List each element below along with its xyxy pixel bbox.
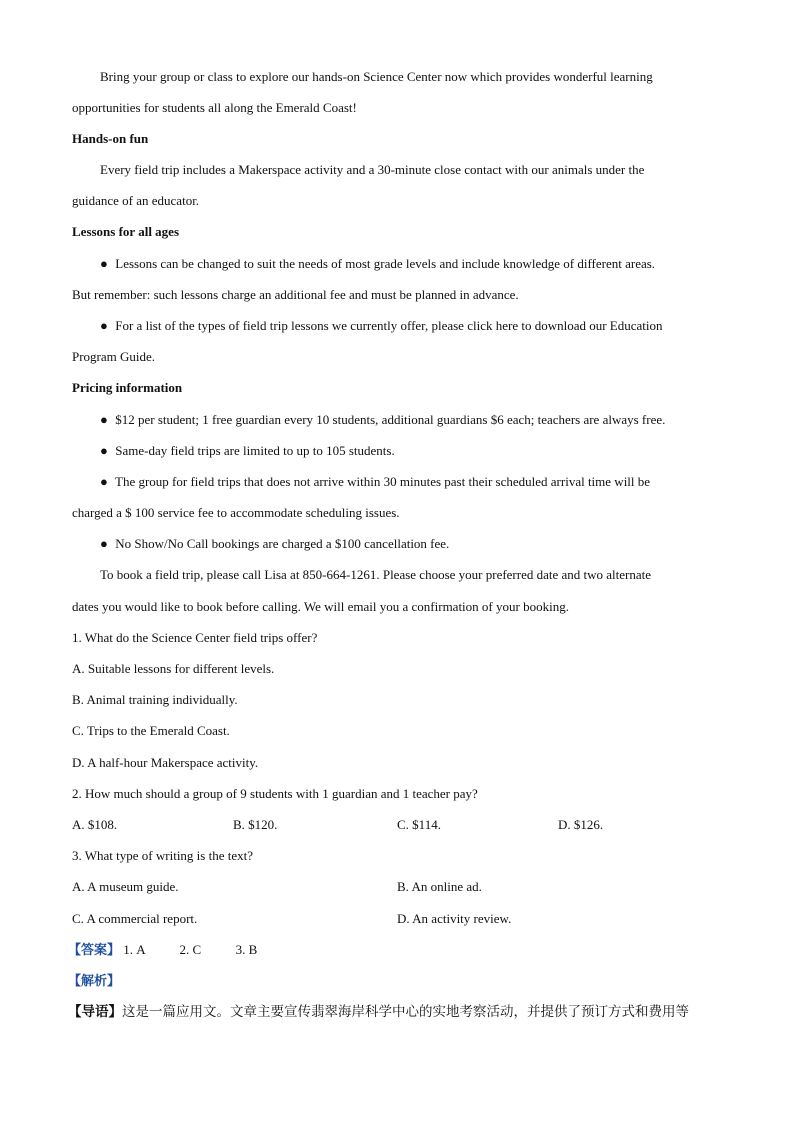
answer-key-label: 【答案】 [68, 943, 121, 958]
analysis-label: 【解析】 [68, 974, 121, 989]
q3-option-a: A. A museum guide. [72, 879, 179, 894]
analysis-row [68, 972, 120, 991]
bullet-icon: ● [100, 474, 108, 489]
bullet-icon: ● [100, 412, 108, 427]
heading-lessons: Lessons for all ages [72, 224, 180, 239]
lessons-bullet-1-cont: But remember: such lessons charge an additional fee and must be planned in advance. [72, 287, 519, 302]
hands-on-line-2: guidance of an educator. [72, 193, 200, 208]
q1-option-a: A. Suitable lessons for different levels. [72, 661, 275, 676]
pricing-bullet-3-cont: charged a $ 100 service fee to accommodate scheduling issues. [72, 505, 400, 520]
guide-text: 这是一篇应用文。文章主要宣传翡翠海岸科学中心的实地考察活动，并提供了预订方式和费用等 [122, 1004, 689, 1020]
pricing-bullet-4 [100, 535, 449, 553]
q2-options [72, 816, 724, 834]
heading-pricing: Pricing information [72, 380, 183, 395]
q2-option-a: A. $108. [72, 817, 118, 832]
q3-options-row-2 [72, 910, 724, 928]
bullet-icon: ● [100, 443, 108, 458]
lessons-bullet-1-text: Lessons can be changed to suit the needs of most grade levels and include knowledge of different areas. [115, 256, 656, 271]
q1-option-c: C. Trips to the Emerald Coast. [72, 723, 230, 738]
q3-option-d: D. An activity review. [397, 911, 512, 926]
lessons-bullet-1 [100, 255, 655, 273]
q3-option-c: C. A commercial report. [72, 911, 198, 926]
question-2: 2. How much should a group of 9 students with 1 guardian and 1 teacher pay? [72, 786, 478, 801]
lessons-bullet-2 [100, 317, 663, 335]
guide-label: 【导语】 [68, 1004, 122, 1020]
lessons-bullet-2-cont: Program Guide. [72, 349, 156, 364]
q3-options-row-1 [72, 878, 724, 896]
hands-on-line-1: Every field trip includes a Makerspace activity and a 30-minute close contact with our animals under the [100, 162, 645, 177]
booking-line-2: dates you would like to book before calling. We will email you a confirmation of your booking. [72, 599, 569, 614]
q1-option-b: B. Animal training individually. [72, 692, 238, 707]
pricing-bullet-1-text: $12 per student; 1 free guardian every 10 students, additional guardians $6 each; teachers are always free. [115, 412, 666, 427]
bullet-icon: ● [100, 256, 108, 271]
lessons-bullet-2-text: For a list of the types of field trip lessons we currently offer, please click here to download our Education [115, 318, 663, 333]
question-1: 1. What do the Science Center field trips offer? [72, 630, 318, 645]
q2-option-c: C. $114. [397, 817, 441, 832]
booking-line-1: To book a field trip, please call Lisa at 850-664-1261. Please choose your preferred date and two alternate [100, 567, 652, 582]
bullet-icon: ● [100, 536, 108, 551]
question-3: 3. What type of writing is the text? [72, 848, 253, 863]
guide-row [68, 1003, 689, 1021]
q3-option-b: B. An online ad. [397, 879, 482, 894]
answer-key-row [68, 941, 257, 960]
intro-line-2: opportunities for students all along the Emerald Coast! [72, 100, 357, 115]
q2-option-b: B. $120. [233, 817, 278, 832]
heading-hands-on: Hands-on fun [72, 131, 149, 146]
q1-option-d: D. A half-hour Makerspace activity. [72, 755, 259, 770]
q2-option-d: D. $126. [558, 817, 604, 832]
answer-3: 3. B [235, 942, 258, 957]
answer-2: 2. C [179, 942, 202, 957]
pricing-bullet-3-text: The group for field trips that does not arrive within 30 minutes past their scheduled arrival time will be [115, 474, 651, 489]
pricing-bullet-3 [100, 473, 650, 491]
bullet-icon: ● [100, 318, 108, 333]
pricing-bullet-2 [100, 442, 395, 460]
intro-line-1: Bring your group or class to explore our hands-on Science Center now which provides wonderful learning [100, 69, 653, 84]
answer-1: 1. A [123, 942, 145, 957]
pricing-bullet-1 [100, 411, 665, 429]
pricing-bullet-2-text: Same-day field trips are limited to up to 105 students. [115, 443, 395, 458]
pricing-bullet-4-text: No Show/No Call bookings are charged a $100 cancellation fee. [115, 536, 450, 551]
